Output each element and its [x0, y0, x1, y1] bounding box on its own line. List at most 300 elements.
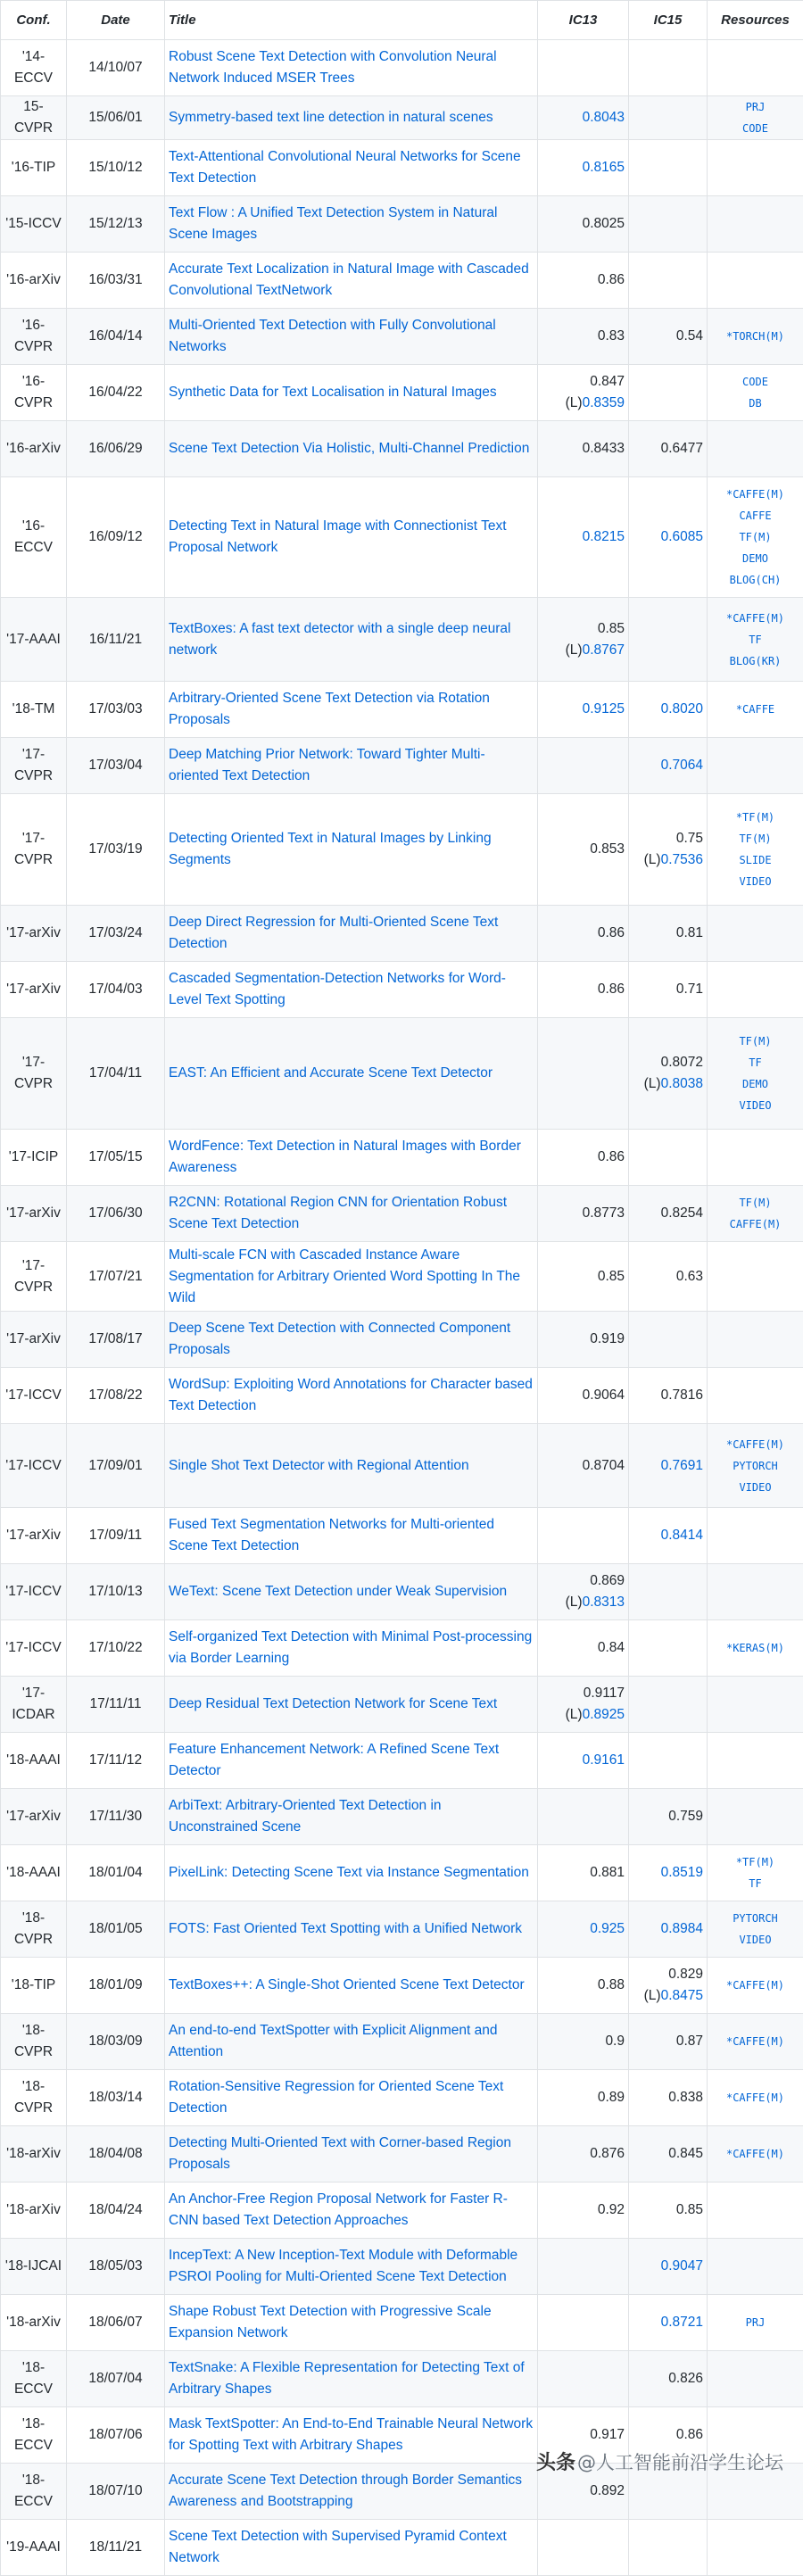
resources-cell	[708, 794, 803, 906]
ic13-cell	[538, 1186, 629, 1242]
table-body	[1, 40, 803, 2576]
resources-cell	[708, 1733, 803, 1789]
table-row	[1, 2183, 803, 2239]
paper-title-link[interactable]: Synthetic Data for Text Localisation in Natural Images	[169, 385, 497, 400]
resource-link[interactable]: *CAFFE(M)	[711, 2087, 799, 2108]
ic13-cell	[538, 1508, 629, 1564]
paper-title-link[interactable]: Multi-scale FCN with Cascaded Instance Aware Segmentation for Arbitrary Oriented Word Spotting In The Wild	[169, 1247, 520, 1305]
paper-title-link[interactable]: FOTS: Fast Oriented Text Spotting with a Unified Network	[169, 1921, 522, 1936]
resource-link[interactable]: TF(M)	[711, 1192, 799, 1213]
ic13-cell	[538, 365, 629, 421]
date-cell: 16/03/31	[67, 253, 165, 309]
watermark	[536, 2448, 783, 2475]
conf-cell: '16-TIP	[1, 140, 67, 196]
header-date[interactable]: Date	[67, 1, 165, 40]
ic13-score: (L)0.8767	[566, 642, 625, 658]
resource-link[interactable]: *CAFFE(M)	[711, 2031, 799, 2052]
conf-cell: '17-CVPR	[1, 1242, 67, 1312]
date-cell: 15/10/12	[67, 140, 165, 196]
resources-cell	[708, 1845, 803, 1901]
conf-cell: '18-CVPR	[1, 2014, 67, 2070]
paper-title-link[interactable]: Deep Direct Regression for Multi-Oriented Scene Text Detection	[169, 915, 498, 951]
paper-title-link[interactable]: Shape Robust Text Detection with Progressive Scale Expansion Network	[169, 2304, 492, 2340]
resources-cell	[708, 2295, 803, 2351]
ic15-score: (L)0.8038	[644, 1076, 703, 1091]
conf-cell: '17-ICDAR	[1, 1677, 67, 1733]
date-cell: 17/03/04	[67, 738, 165, 794]
resource-link[interactable]: TF	[711, 1052, 799, 1073]
resource-link[interactable]: TF(M)	[711, 1031, 799, 1052]
paper-title-link[interactable]: Arbitrary-Oriented Scene Text Detection via Rotation Proposals	[169, 691, 490, 727]
resource-link[interactable]: *CAFFE(M)	[711, 484, 799, 505]
ic15-score: 0.71	[676, 982, 703, 997]
ic13-cell	[538, 2126, 629, 2183]
ic15-score: 0.6085	[661, 529, 703, 544]
resource-link[interactable]: TF(M)	[711, 526, 799, 548]
resource-link[interactable]: DEMO	[711, 548, 799, 569]
resources-cell	[708, 1508, 803, 1564]
header-resources[interactable]: Resources	[708, 1, 803, 40]
resources-cell	[708, 96, 803, 140]
ic13-cell	[538, 477, 629, 598]
date-cell: 18/01/09	[67, 1958, 165, 2014]
conf-cell: '18-ECCV	[1, 2407, 67, 2464]
paper-title-link[interactable]: TextBoxes: A fast text detector with a single deep neural network	[169, 621, 510, 658]
table-row	[1, 1242, 803, 1312]
table-row	[1, 477, 803, 598]
title-cell	[165, 2407, 538, 2464]
ic13-cell	[538, 794, 629, 906]
date-cell: 17/08/22	[67, 1368, 165, 1424]
table-row	[1, 1564, 803, 1620]
ic15-cell	[629, 1242, 708, 1312]
ic15-cell	[629, 1130, 708, 1186]
ic13-cell	[538, 421, 629, 477]
resource-link[interactable]: VIDEO	[711, 1477, 799, 1498]
paper-title-link[interactable]: Single Shot Text Detector with Regional Attention	[169, 1458, 469, 1473]
conf-cell: '17-arXiv	[1, 962, 67, 1018]
ic15-cell	[629, 1958, 708, 2014]
paper-title-link[interactable]: Accurate Text Localization in Natural Image with Cascaded Convolutional TextNetwork	[169, 261, 529, 298]
table-row	[1, 598, 803, 682]
title-cell	[165, 738, 538, 794]
date-cell: 16/09/12	[67, 477, 165, 598]
ic15-score: 0.85	[676, 2202, 703, 2217]
title-cell	[165, 1508, 538, 1564]
resource-link[interactable]: *CAFFE(M)	[711, 1434, 799, 1455]
date-cell: 17/03/19	[67, 794, 165, 906]
ic13-cell	[538, 2295, 629, 2351]
conf-cell: '16-arXiv	[1, 421, 67, 477]
resource-link[interactable]: CAFFE(M)	[711, 1213, 799, 1235]
paper-title-link[interactable]: EAST: An Efficient and Accurate Scene Text Detector	[169, 1065, 493, 1081]
conf-cell: '17-CVPR	[1, 738, 67, 794]
ic15-cell	[629, 598, 708, 682]
paper-title-link[interactable]: R2CNN: Rotational Region CNN for Orientation Robust Scene Text Detection	[169, 1195, 507, 1231]
paper-title-link[interactable]: ArbiText: Arbitrary-Oriented Text Detection in Unconstrained Scene	[169, 1798, 442, 1835]
ic15-cell	[629, 1789, 708, 1845]
ic15-cell	[629, 1424, 708, 1508]
ic13-score: 0.86	[598, 1149, 625, 1164]
paper-title-link[interactable]: WordSup: Exploiting Word Annotations for Character based Text Detection	[169, 1377, 533, 1413]
table-row	[1, 1789, 803, 1845]
ic13-score: 0.92	[598, 2202, 625, 2217]
resource-link[interactable]: PRJ	[711, 96, 799, 118]
ic13-score: 0.917	[590, 2427, 625, 2442]
title-cell	[165, 1620, 538, 1677]
title-cell	[165, 906, 538, 962]
table-row	[1, 1508, 803, 1564]
date-cell: 16/06/29	[67, 421, 165, 477]
resource-link[interactable]: TF	[711, 1873, 799, 1894]
date-cell: 16/11/21	[67, 598, 165, 682]
ic13-score: 0.8773	[583, 1205, 625, 1221]
resource-link[interactable]: BLOG(CH)	[711, 569, 799, 591]
table-row	[1, 1677, 803, 1733]
resources-cell	[708, 1130, 803, 1186]
conf-cell: '16-CVPR	[1, 309, 67, 365]
paper-title-link[interactable]: Text-Attentional Convolutional Neural Networks for Scene Text Detection	[169, 149, 521, 186]
title-cell	[165, 253, 538, 309]
ic13-cell	[538, 906, 629, 962]
ic15-cell	[629, 962, 708, 1018]
ic15-score: 0.63	[676, 1269, 703, 1284]
table-row	[1, 40, 803, 96]
title-cell	[165, 140, 538, 196]
paper-title-link[interactable]: Mask TextSpotter: An End-to-End Trainable Neural Network for Spotting Text with Arbitrary Shapes	[169, 2416, 533, 2453]
ic13-score: 0.853	[590, 841, 625, 857]
resource-link[interactable]: VIDEO	[711, 1929, 799, 1951]
resource-link[interactable]: SLIDE	[711, 849, 799, 871]
toutiao-logo: 头条	[536, 2448, 575, 2475]
table-row	[1, 906, 803, 962]
resource-link[interactable]: *KERAS(M)	[711, 1637, 799, 1659]
resources-cell	[708, 2126, 803, 2183]
title-cell	[165, 2520, 538, 2576]
conf-cell: '15-ICCV	[1, 196, 67, 253]
resources-cell	[708, 906, 803, 962]
title-cell	[165, 1845, 538, 1901]
ic13-score: 0.876	[590, 2146, 625, 2161]
date-cell: 18/01/04	[67, 1845, 165, 1901]
ic15-score: 0.759	[668, 1809, 703, 1824]
paper-title-link[interactable]: Deep Matching Prior Network: Toward Tighter Multi-oriented Text Detection	[169, 747, 485, 783]
table-row	[1, 738, 803, 794]
conf-cell: '17-arXiv	[1, 1312, 67, 1368]
resources-cell	[708, 140, 803, 196]
date-cell: 18/07/04	[67, 2351, 165, 2407]
ic15-cell	[629, 96, 708, 140]
ic15-cell	[629, 2520, 708, 2576]
paper-title-link[interactable]: Deep Scene Text Detection with Connected Component Proposals	[169, 1321, 510, 1357]
header-ic13[interactable]: IC13	[538, 1, 629, 40]
resources-cell	[708, 1312, 803, 1368]
title-cell	[165, 962, 538, 1018]
ic15-cell	[629, 794, 708, 906]
ic13-score: 0.869	[590, 1573, 625, 1588]
title-cell	[165, 598, 538, 682]
ic15-cell	[629, 1368, 708, 1424]
header-ic15[interactable]: IC15	[629, 1, 708, 40]
title-cell	[165, 2070, 538, 2126]
ic13-score: 0.86	[598, 272, 625, 287]
conf-cell: '18-CVPR	[1, 1901, 67, 1958]
resource-link[interactable]: *CAFFE(M)	[711, 1975, 799, 1996]
resource-link[interactable]: *TORCH(M)	[711, 326, 799, 347]
ic13-cell	[538, 1368, 629, 1424]
table-row	[1, 1130, 803, 1186]
resource-link[interactable]: PYTORCH	[711, 1908, 799, 1929]
paper-title-link[interactable]: An end-to-end TextSpotter with Explicit Alignment and Attention	[169, 2023, 497, 2059]
ic15-cell	[629, 40, 708, 96]
paper-title-link[interactable]: Robust Scene Text Detection with Convolution Neural Network Induced MSER Trees	[169, 49, 497, 86]
paper-title-link[interactable]: WeText: Scene Text Detection under Weak Supervision	[169, 1584, 507, 1599]
conf-cell: '17-arXiv	[1, 1186, 67, 1242]
ic13-cell	[538, 1958, 629, 2014]
ic15-cell	[629, 2351, 708, 2407]
conf-cell: '16-arXiv	[1, 253, 67, 309]
ic15-score: 0.7691	[661, 1458, 703, 1473]
ic13-score: 0.9117	[584, 1686, 625, 1701]
conf-cell: '18-arXiv	[1, 2295, 67, 2351]
resource-link[interactable]: DB	[711, 393, 799, 414]
resources-cell	[708, 2070, 803, 2126]
resource-link[interactable]: BLOG(KR)	[711, 650, 799, 672]
resources-cell	[708, 2520, 803, 2576]
table-row	[1, 682, 803, 738]
ic13-cell	[538, 140, 629, 196]
paper-title-link[interactable]: Fused Text Segmentation Networks for Multi-oriented Scene Text Detection	[169, 1517, 494, 1553]
table-row	[1, 96, 803, 140]
resources-cell	[708, 1186, 803, 1242]
conf-cell: '17-AAAI	[1, 598, 67, 682]
resource-link[interactable]: TF(M)	[711, 828, 799, 849]
ic13-cell	[538, 1677, 629, 1733]
table-row	[1, 1845, 803, 1901]
resources-cell	[708, 962, 803, 1018]
resource-link[interactable]: DEMO	[711, 1073, 799, 1095]
ic15-score: 0.826	[668, 2371, 703, 2386]
ic13-score: 0.85	[598, 621, 625, 636]
ic13-cell	[538, 1564, 629, 1620]
ic13-cell	[538, 1845, 629, 1901]
conf-cell: '18-TM	[1, 682, 67, 738]
paper-title-link[interactable]: Text Flow : A Unified Text Detection System in Natural Scene Images	[169, 205, 497, 242]
title-cell	[165, 40, 538, 96]
conf-cell: '18-ECCV	[1, 2464, 67, 2520]
ic13-score: (L)0.8925	[566, 1707, 625, 1722]
ic13-cell	[538, 1424, 629, 1508]
title-cell	[165, 2351, 538, 2407]
table-row	[1, 140, 803, 196]
table-row	[1, 2070, 803, 2126]
table-row	[1, 794, 803, 906]
conf-cell: '17-ICCV	[1, 1564, 67, 1620]
conf-cell: '18-IJCAI	[1, 2239, 67, 2295]
table-row	[1, 1901, 803, 1958]
ic13-score: 0.892	[590, 2483, 625, 2498]
table-row	[1, 1018, 803, 1130]
conf-cell: 15-CVPR	[1, 96, 67, 140]
resources-cell	[708, 40, 803, 96]
ic13-cell	[538, 2070, 629, 2126]
conf-cell: '17-ICCV	[1, 1424, 67, 1508]
resource-link[interactable]: *TF(M)	[711, 1851, 799, 1873]
ic15-cell	[629, 253, 708, 309]
ic15-score: 0.87	[676, 2033, 703, 2049]
ic13-score: 0.9064	[583, 1387, 625, 1403]
resource-link[interactable]: TF	[711, 629, 799, 650]
conf-cell: '17-ICCV	[1, 1620, 67, 1677]
table-row	[1, 2351, 803, 2407]
paper-title-link[interactable]: IncepText: A New Inception-Text Module with Deformable PSROI Pooling for Multi-Oriented Scene Text Detection	[169, 2248, 517, 2284]
date-cell: 14/10/07	[67, 40, 165, 96]
conf-cell: '17-CVPR	[1, 1018, 67, 1130]
resource-link[interactable]: *CAFFE	[711, 699, 799, 720]
paper-title-link[interactable]: Deep Residual Text Detection Network for Scene Text	[169, 1696, 497, 1711]
paper-title-link[interactable]: Scene Text Detection Via Holistic, Multi-Channel Prediction	[169, 441, 529, 456]
ic13-score: 0.86	[598, 982, 625, 997]
ic15-cell	[629, 2070, 708, 2126]
ic13-score: 0.919	[590, 1331, 625, 1346]
resources-cell	[708, 682, 803, 738]
ic15-cell	[629, 2295, 708, 2351]
resource-link[interactable]: CAFFE	[711, 505, 799, 526]
date-cell: 17/03/24	[67, 906, 165, 962]
ic13-cell	[538, 1018, 629, 1130]
ic15-score: 0.838	[668, 2090, 703, 2105]
ic13-cell	[538, 309, 629, 365]
table-row	[1, 1620, 803, 1677]
title-cell	[165, 477, 538, 598]
paper-title-link[interactable]: WordFence: Text Detection in Natural Images with Border Awareness	[169, 1139, 521, 1175]
title-cell	[165, 2239, 538, 2295]
date-cell: 18/03/14	[67, 2070, 165, 2126]
ic13-cell	[538, 1312, 629, 1368]
date-cell: 16/04/14	[67, 309, 165, 365]
ic15-cell	[629, 1901, 708, 1958]
ic13-score: 0.9125	[583, 701, 625, 716]
paper-title-link[interactable]: Detecting Oriented Text in Natural Images by Linking Segments	[169, 831, 492, 867]
ic13-score: 0.8215	[583, 529, 625, 544]
ic15-cell	[629, 477, 708, 598]
paper-title-link[interactable]: Detecting Multi-Oriented Text with Corner-based Region Proposals	[169, 2135, 511, 2172]
conf-cell: '17-arXiv	[1, 906, 67, 962]
date-cell: 17/04/03	[67, 962, 165, 1018]
resource-link[interactable]: VIDEO	[711, 1095, 799, 1116]
date-cell: 18/04/24	[67, 2183, 165, 2239]
paper-title-link[interactable]: Multi-Oriented Text Detection with Fully Convolutional Networks	[169, 318, 496, 354]
resource-link[interactable]: *CAFFE(M)	[711, 2143, 799, 2165]
title-cell	[165, 1677, 538, 1733]
resource-link[interactable]: *CAFFE(M)	[711, 608, 799, 629]
title-cell	[165, 1186, 538, 1242]
title-cell	[165, 196, 538, 253]
conf-cell: '18-AAAI	[1, 1733, 67, 1789]
resource-link[interactable]: CODE	[711, 118, 799, 139]
ic13-score: 0.8025	[583, 216, 625, 231]
paper-title-link[interactable]: Self-organized Text Detection with Minimal Post-processing via Border Learning	[169, 1629, 532, 1666]
resource-link[interactable]: PRJ	[711, 2312, 799, 2333]
ic15-cell	[629, 682, 708, 738]
header-conf[interactable]: Conf.	[1, 1, 67, 40]
ic13-score: 0.83	[598, 328, 625, 344]
title-cell	[165, 2295, 538, 2351]
conf-cell: '17-ICIP	[1, 1130, 67, 1186]
resources-cell	[708, 421, 803, 477]
ic15-cell	[629, 2239, 708, 2295]
header-title[interactable]: Title	[165, 1, 538, 40]
resource-link[interactable]: CODE	[711, 371, 799, 393]
date-cell: 17/11/12	[67, 1733, 165, 1789]
title-cell	[165, 2126, 538, 2183]
conf-cell: '17-arXiv	[1, 1508, 67, 1564]
resources-cell	[708, 1018, 803, 1130]
ic15-cell	[629, 1733, 708, 1789]
ic13-cell	[538, 2014, 629, 2070]
paper-title-link[interactable]: Cascaded Segmentation-Detection Networks for Word-Level Text Spotting	[169, 971, 506, 1007]
table-row	[1, 196, 803, 253]
resource-link[interactable]: PYTORCH	[711, 1455, 799, 1477]
date-cell: 18/01/05	[67, 1901, 165, 1958]
resources-cell	[708, 477, 803, 598]
paper-title-link[interactable]: Detecting Text in Natural Image with Connectionist Text Proposal Network	[169, 518, 507, 555]
table-header-row	[1, 1, 803, 40]
paper-title-link[interactable]: Symmetry-based text line detection in natural scenes	[169, 110, 493, 125]
ic13-cell	[538, 962, 629, 1018]
ic13-score: 0.8043	[583, 110, 625, 125]
ic15-cell	[629, 421, 708, 477]
paper-title-link[interactable]: Rotation-Sensitive Regression for Oriented Scene Text Detection	[169, 2079, 503, 2116]
date-cell: 18/11/21	[67, 2520, 165, 2576]
conf-cell: '14-ECCV	[1, 40, 67, 96]
ic15-score: 0.7816	[661, 1387, 703, 1403]
resource-link[interactable]: VIDEO	[711, 871, 799, 892]
conf-cell: '18-ECCV	[1, 2351, 67, 2407]
paper-title-link[interactable]: Scene Text Detection with Supervised Pyramid Context Network	[169, 2529, 507, 2565]
resource-link[interactable]: *TF(M)	[711, 807, 799, 828]
ic13-score: 0.847	[590, 374, 625, 389]
paper-title-link[interactable]: TextBoxes++: A Single-Shot Oriented Scene Text Detector	[169, 1977, 525, 1992]
paper-title-link[interactable]: PixelLink: Detecting Scene Text via Instance Segmentation	[169, 1865, 529, 1880]
ic13-score: 0.9	[605, 2033, 625, 2049]
table-row	[1, 2239, 803, 2295]
date-cell: 17/03/03	[67, 682, 165, 738]
ic15-cell	[629, 1018, 708, 1130]
ic13-cell	[538, 2351, 629, 2407]
date-cell: 18/06/07	[67, 2295, 165, 2351]
title-cell	[165, 682, 538, 738]
date-cell: 18/04/08	[67, 2126, 165, 2183]
date-cell: 17/05/15	[67, 1130, 165, 1186]
ic13-cell	[538, 2520, 629, 2576]
ic13-score: 0.881	[590, 1865, 625, 1880]
title-cell	[165, 1130, 538, 1186]
table-row	[1, 962, 803, 1018]
ic13-score: 0.8165	[583, 160, 625, 175]
ic15-cell	[629, 2183, 708, 2239]
paper-title-link[interactable]: Feature Enhancement Network: A Refined Scene Text Detector	[169, 1742, 499, 1778]
paper-title-link[interactable]: An Anchor-Free Region Proposal Network for Faster R-CNN based Text Detection Approaches	[169, 2191, 508, 2228]
resources-cell	[708, 2239, 803, 2295]
ic15-score: 0.8414	[661, 1528, 703, 1543]
ic15-cell	[629, 365, 708, 421]
title-cell	[165, 2464, 538, 2520]
conf-cell: '19-AAAI	[1, 2520, 67, 2576]
paper-title-link[interactable]: TextSnake: A Flexible Representation for Detecting Text of Arbitrary Shapes	[169, 2360, 525, 2397]
paper-title-link[interactable]: Accurate Scene Text Detection through Border Semantics Awareness and Bootstrapping	[169, 2472, 522, 2509]
title-cell	[165, 1789, 538, 1845]
